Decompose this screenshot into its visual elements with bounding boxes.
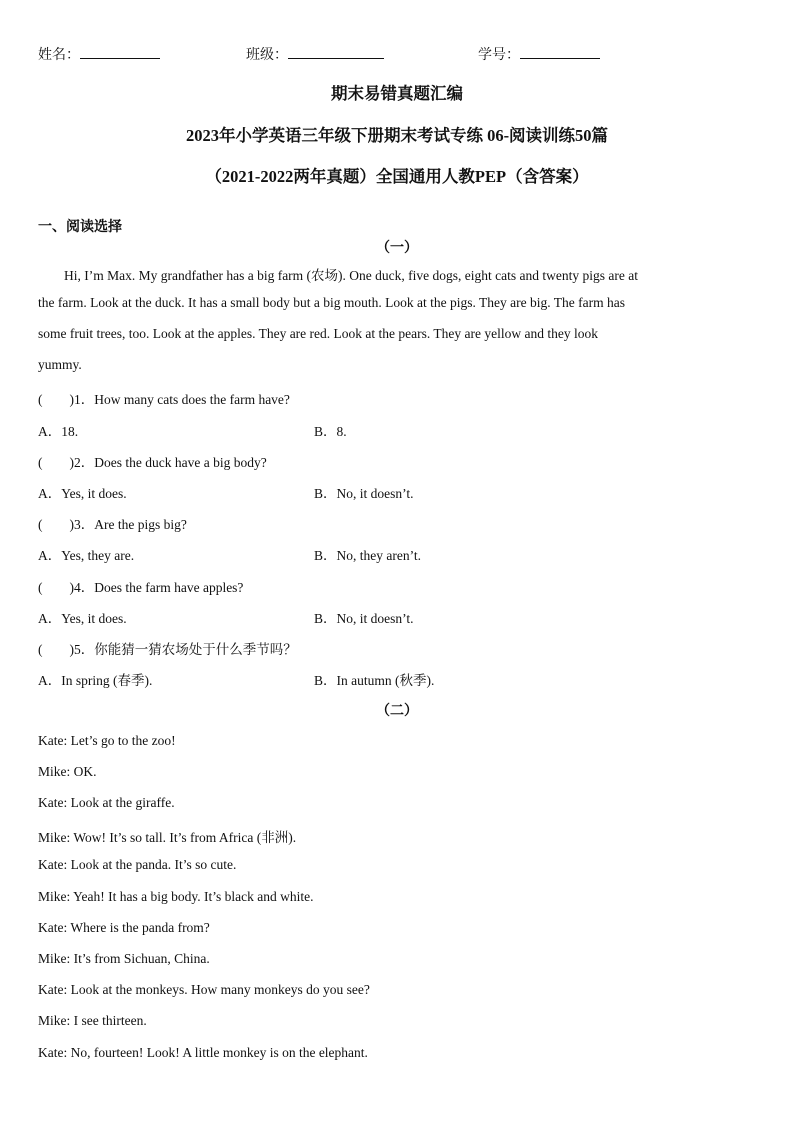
dialogue-line: Mike: Yeah! It has a big body. It’s black and white. [38,889,314,904]
dialogue-line: Mike: I see thirteen. [38,1013,147,1028]
dialogue-line: Kate: Where is the panda from? [38,920,210,935]
passage-line: Hi, I’m Max. My grandfather has a big farm (农场). One duck, five dogs, eight cats and twenty pigs are at [64,268,638,283]
title-line-3: （2021-2022两年真题）全国通用人教PEP（含答案） [205,167,589,186]
name-blank[interactable] [80,44,160,59]
dialogue-line: Kate: Look at the panda. It’s so cute. [38,857,237,872]
option-a: A．18. [38,424,79,439]
title-line-2: 2023年小学英语三年级下册期末考试专练 06-阅读训练50篇 [185,126,609,145]
question-stem: ( )2．Does the duck have a big body? [38,455,267,470]
passage-line: the farm. Look at the duck. It has a small body but a big mouth. Look at the pigs. They are big. The farm has [38,295,625,310]
dialogue-line: Mike: Wow! It’s so tall. It’s from Africa (非洲). [38,830,297,845]
dialogue-line: Kate: Let’s go to the zoo! [38,733,176,748]
name-label: 姓名： [38,48,80,63]
part1-label: （一） [376,241,418,256]
dialogue-line: Mike: It’s from Sichuan, China. [38,951,210,966]
section-heading: 一、阅读选择 [38,220,122,235]
dialogue-line: Kate: Look at the monkeys. How many monkeys do you see? [38,982,370,997]
question-stem: ( )3．Are the pigs big? [38,517,187,532]
question-stem: ( )5．你能猜一猜农场处于什么季节吗？ [38,642,297,657]
option-b: B．No, it doesn’t. [314,486,414,501]
question-stem: ( )1．How many cats does the farm have? [38,392,290,407]
dialogue-line: Kate: Look at the giraffe. [38,795,175,810]
class-label: 班级： [246,48,288,63]
question-stem: ( )4．Does the farm have apples? [38,580,244,595]
option-a: A．Yes, they are. [38,548,135,563]
id-blank[interactable] [520,44,600,59]
dialogue-line: Kate: No, fourteen! Look! A little monkey is on the elephant. [38,1045,368,1060]
option-a: A．In spring (春季). [38,673,153,688]
option-a: A．Yes, it does. [38,486,127,501]
id-field[interactable] [478,44,600,64]
class-blank[interactable] [288,44,384,59]
option-b: B．No, they aren’t. [314,548,421,563]
class-field[interactable] [246,44,384,64]
student-info-row [38,44,758,64]
option-b: B．No, it doesn’t. [314,611,414,626]
name-field[interactable] [38,44,160,64]
title-line-1: 期末易错真题汇编 [331,84,463,103]
option-b: B．8. [314,424,347,439]
option-b: B．In autumn (秋季). [314,673,435,688]
passage-line: yummy. [38,357,82,372]
part2-label: （二） [376,704,418,719]
id-label: 学号： [478,48,520,63]
passage-line: some fruit trees, too. Look at the apples. They are red. Look at the pears. They are yellow and they look [38,326,598,341]
option-a: A．Yes, it does. [38,611,127,626]
dialogue-line: Mike: OK. [38,764,97,779]
